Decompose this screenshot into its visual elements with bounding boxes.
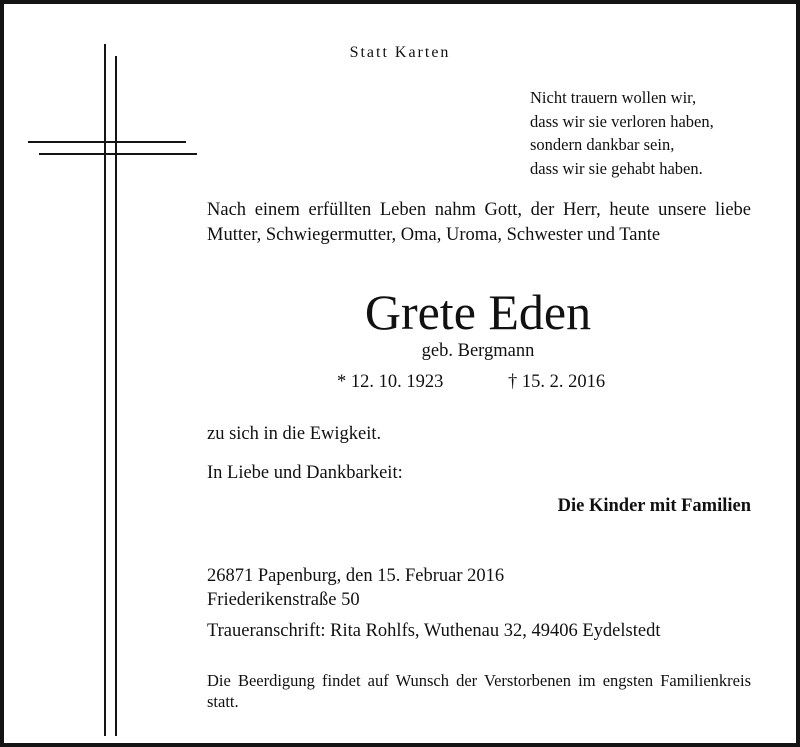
maiden-name: geb. Bergmann bbox=[421, 341, 535, 361]
header-statt-karten: Statt Karten bbox=[349, 44, 451, 61]
mourning-address: Traueranschrift: Rita Rohlfs, Wuthenau 32, 49406 Eydelstedt bbox=[207, 621, 661, 641]
gratitude-text: In Liebe und Dankbarkeit: bbox=[207, 463, 403, 483]
funeral-notice: Die Beerdigung findet auf Wunsch der Verstorbenen im engsten Familienkreis statt. bbox=[207, 671, 751, 711]
eternity-text: zu sich in die Ewigkeit. bbox=[207, 424, 382, 444]
poem-line: Nicht trauern wollen wir, bbox=[530, 88, 697, 107]
deceased-name: Grete Eden bbox=[364, 284, 592, 340]
poem-line: dass wir sie gehabt haben. bbox=[530, 158, 703, 178]
poem-line: dass wir sie verloren haben, bbox=[530, 111, 714, 131]
poem bbox=[530, 86, 714, 180]
intro-text: Nach einem erfüllten Leben nahm Gott, der Herr, heute unsere liebe Mutter, Schwiegermutter, Oma, Uroma, Schwester und Tante bbox=[207, 200, 751, 245]
street-address: Friederikenstraße 50 bbox=[207, 590, 360, 610]
poem-line: sondern dankbar sein, bbox=[530, 135, 675, 154]
birth-date: * 12. 10. 1923 bbox=[337, 372, 444, 392]
signature: Die Kinder mit Familien bbox=[557, 496, 751, 516]
death-date: † 15. 2. 2016 bbox=[508, 372, 606, 392]
place-date: 26871 Papenburg, den 15. Februar 2016 bbox=[207, 566, 505, 586]
